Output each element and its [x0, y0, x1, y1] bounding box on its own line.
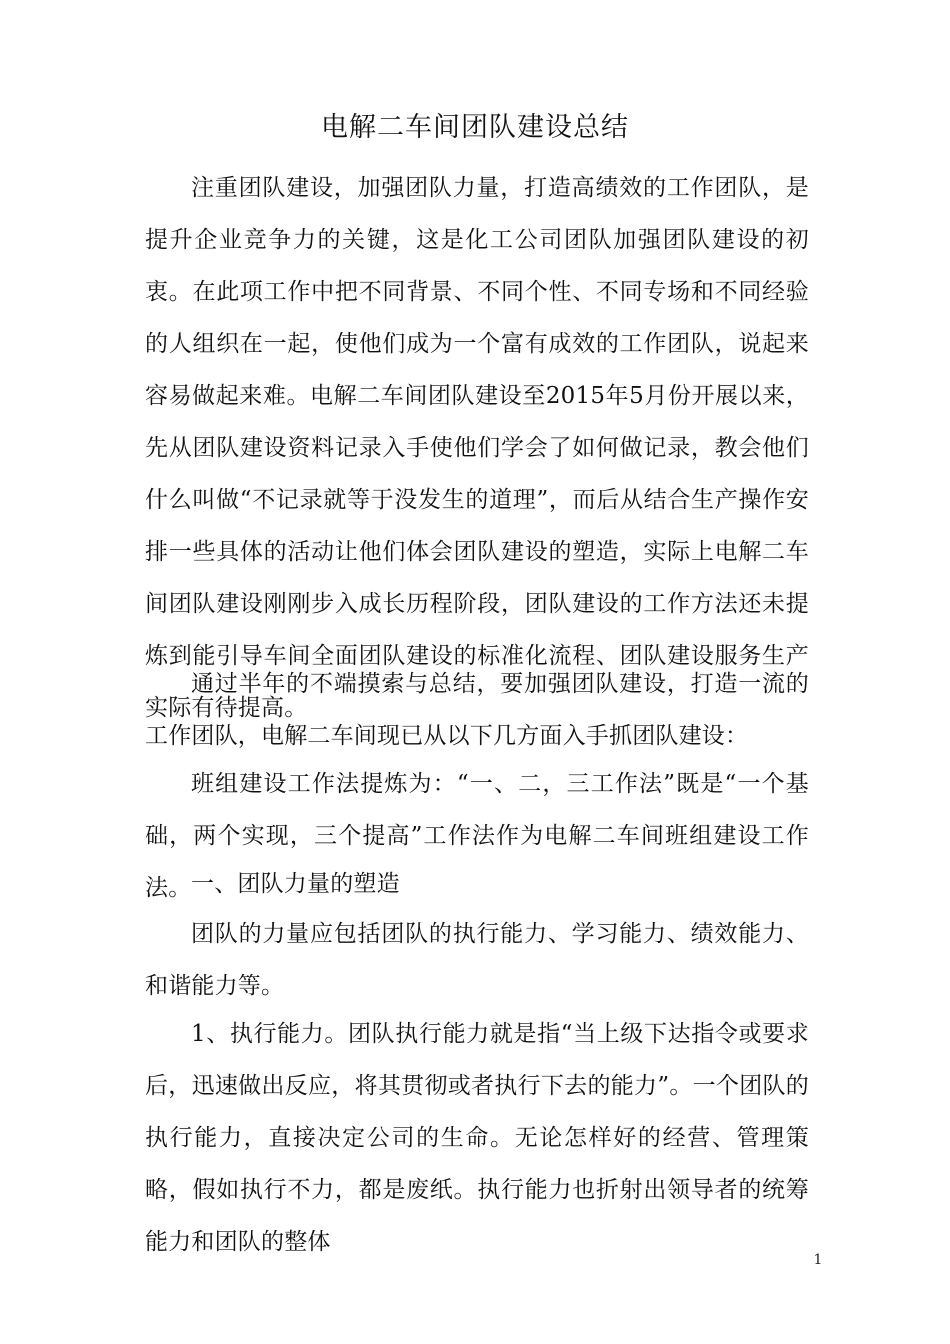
document-body-6 [145, 1008, 809, 1268]
document-body-5 [145, 908, 809, 1012]
paragraph-method: 班组建设工作法提炼为：“一、二，三工作法”既是“一个基础，两个实现，三个提高”工作法作为电解二车间班组建设工作法。 [145, 771, 809, 901]
section-heading-team-strength: 一、团队力量的塑造 [191, 871, 400, 897]
paragraph-summary: 通过半年的不端摸索与总结，要加强团队建设，打造一流的工作团队，电解二车间现已从以下几方面入手抓团队建设： [145, 671, 809, 749]
document-body-4 [145, 858, 809, 910]
paragraph-intro: 注重团队建设，加强团队力量，打造高绩效的工作团队，是提升企业竞争力的关键，这是化工公司团队加强团队建设的初衷。在此项工作中把不同背景、不同个性、不同专场和不同经验的人组织在一起，使他们成为一个富有成效的工作团队，说起来容易做起来难。电解二车间团队建设至2015年5月份开展以来，先从团队建设资料记录入手使他们学会了如何做记录，教会他们什么叫做“不记录就等于没发生的道理”，而后从结合生产操作安排一些具体的活动让他们体会团队建设的塑造，实际上电解二车间团队建设刚刚步入成长历程阶段，团队建设的工作方法还未提炼到能引导车间全面团队建设的标准化流程、团队建设服务生产实际有待提高。 [145, 175, 809, 721]
document-body [145, 162, 809, 734]
page-number: 1 [813, 1252, 823, 1268]
paragraph-team-abilities: 团队的力量应包括团队的执行能力、学习能力、绩效能力、和谐能力等。 [145, 921, 809, 999]
paragraph-execution-ability: 1、执行能力。团队执行能力就是指“当上级下达指令或要求后，迅速做出反应，将其贯彻或者执行下去的能力”。一个团队的执行能力，直接决定公司的生命。无论怎样好的经营、管理策略，假如执行不力，都是废纸。执行能力也折射出领导者的统筹能力和团队的整体 [145, 1021, 809, 1255]
document-body-2 [145, 658, 809, 762]
document-title: 电解二车间团队建设总结 [321, 112, 629, 143]
